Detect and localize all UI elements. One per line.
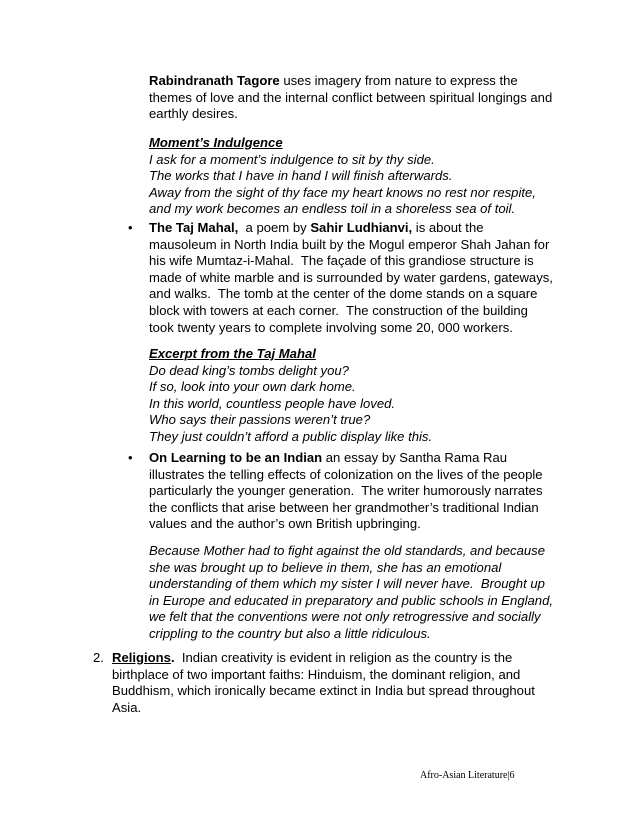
paragraph-line: and walks. The tomb at the center of the dome stands on a square [149,286,538,302]
taj-mahal-line1-rest: is about the [412,220,484,235]
excerpt-line: If so, look into your own dark home. [149,379,356,395]
taj-mahal-title: The Taj Mahal, [149,220,239,235]
taj-mahal-paragraph [149,220,553,336]
paragraph-line: illustrates the telling effects of colonization on the lives of the people [149,466,543,482]
excerpt-line: They just couldn’t afford a public display like this. [149,428,433,444]
tagore-intro [149,73,553,123]
religions-period: . [170,650,175,665]
quote-line: in Europe and educated in preparatory and public schools in England, [149,592,554,608]
paragraph-line: block with towers at each corner. The construction of the building [149,302,528,318]
paragraph-line: mausoleum in North India built by the Mogul emperor Shah Jahan for [149,236,550,252]
poem-line: and my work becomes an endless toil in a shoreless sea of toil. [149,201,516,217]
paragraph-line: values and the author’s own British upbringing. [149,516,421,532]
tagore-name: Rabindranath Tagore [149,73,280,88]
religions-paragraph [112,650,542,716]
moments-indulgence-poem [149,135,549,218]
religions-line1-rest: Indian creativity is evident in religion as the country is the [174,650,513,665]
tagore-intro-line-2: themes of love and the internal conflict between spiritual longings and [149,89,553,105]
religions-title: Religions [112,650,171,665]
page-footer: Afro-Asian Literature|6 [420,770,515,781]
learning-indian-title: On Learning to be an Indian [149,450,323,465]
poem-line: I ask for a moment’s indulgence to sit by thy side. [149,151,435,167]
religions-line-1 [112,650,542,667]
taj-mahal-excerpt [149,346,549,446]
excerpt-line: In this world, countless people have loved. [149,395,396,411]
paragraph-line: birthplace of two important faiths: Hinduism, the dominant religion, and [112,666,521,682]
bullet-marker: • [128,450,133,465]
excerpt-line: Do dead king’s tombs delight you? [149,362,349,378]
quote-line: understanding of them which my sister I will never have. Brought up [149,576,545,592]
learning-indian-line-1 [149,450,549,467]
poem-line: Away from the sight of thy face my heart knows no rest nor respite, [149,184,536,200]
essay-quote [149,543,554,643]
excerpt-title: Excerpt from the Taj Mahal [149,346,316,361]
quote-line: she was brought up to believe in them, she has an emotional [149,559,502,575]
list-number: 2. [93,650,104,665]
paragraph-line: the conflicts that arise between her grandmother’s traditional Indian [149,499,539,515]
poem-title: Moment’s Indulgence [149,135,283,150]
tagore-intro-line-3: earthly desires. [149,106,238,122]
tagore-intro-line-1 [149,73,549,90]
quote-line: crippling to the country but also a little ridiculous. [149,625,431,641]
taj-mahal-line-1 [149,220,549,237]
excerpt-line: Who says their passions weren’t true? [149,412,371,428]
learning-indian-paragraph [149,450,549,533]
paragraph-line: Asia. [112,699,142,715]
paragraph-line: his wife Mumtaz-i-Mahal. The façade of this grandiose structure is [149,253,534,269]
taj-mahal-author: Sahir Ludhianvi, [310,220,413,235]
quote-line: we felt that the conventions were not only retrogressive and socially [149,609,541,625]
bullet-marker: • [128,220,133,235]
paragraph-line: made of white marble and is surrounded by water gardens, gateways, [149,269,553,285]
tagore-intro-text: uses imagery from nature to express the [279,73,518,88]
quote-line: Because Mother had to fight against the old standards, and because [149,543,545,558]
learning-indian-line1-rest: an essay by Santha Rama Rau [322,450,508,465]
taj-mahal-mid: a poem by [238,220,311,235]
paragraph-line: took twenty years to complete involving some 20, 000 workers. [149,319,513,335]
poem-line: The works that I have in hand I will finish afterwards. [149,168,453,184]
paragraph-line: Buddhism, which ironically became extinct in India but spread throughout [112,683,535,699]
paragraph-line: particularly the younger generation. The writer humorously narrates [149,483,543,499]
